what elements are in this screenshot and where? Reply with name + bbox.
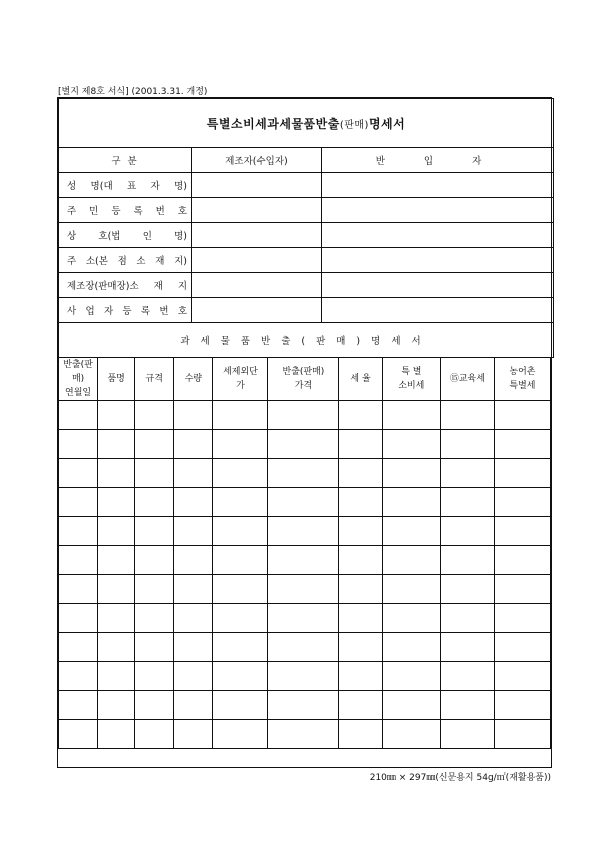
table-cell[interactable] xyxy=(268,691,339,720)
label-name: 성 명(대 표 자 명) xyxy=(59,173,192,198)
table-cell[interactable] xyxy=(59,604,98,633)
receiver-address-field[interactable] xyxy=(322,248,554,273)
table-cell[interactable] xyxy=(268,633,339,662)
table-cell[interactable] xyxy=(440,633,494,662)
table-cell[interactable] xyxy=(135,691,174,720)
manufacturer-company-field[interactable] xyxy=(192,223,322,248)
form-title-main: 특별소비세과세물품반출 xyxy=(206,116,340,131)
table-cell[interactable] xyxy=(213,604,268,633)
table-cell[interactable] xyxy=(268,604,339,633)
label-factory-location: 제조장(판매장)소 재 지 xyxy=(59,273,192,298)
form-title-end: 명세서 xyxy=(368,116,406,131)
table-cell[interactable] xyxy=(98,517,135,546)
table-cell[interactable] xyxy=(440,604,494,633)
table-cell[interactable] xyxy=(59,575,98,604)
table-cell[interactable] xyxy=(174,604,213,633)
table-cell[interactable] xyxy=(440,691,494,720)
table-cell[interactable] xyxy=(494,633,550,662)
column-header-line: 품명 xyxy=(107,374,125,384)
column-header-line: 세제외단 xyxy=(223,367,258,377)
table-cell[interactable] xyxy=(382,691,440,720)
table-cell[interactable] xyxy=(339,633,382,662)
table-cell[interactable] xyxy=(174,488,213,517)
table-cell[interactable] xyxy=(339,604,382,633)
table-cell[interactable] xyxy=(98,546,135,575)
table-cell[interactable] xyxy=(174,546,213,575)
table-cell[interactable] xyxy=(135,633,174,662)
table-cell[interactable] xyxy=(59,401,98,430)
column-header-line: 특 별 xyxy=(401,367,422,377)
column-header xyxy=(174,358,213,401)
table-cell[interactable] xyxy=(382,575,440,604)
table-cell[interactable] xyxy=(382,720,440,749)
column-header xyxy=(440,358,494,401)
column-header-line: 소비세 xyxy=(398,381,425,391)
section-title: 과세물품반출(판매)명세서 xyxy=(59,323,554,358)
table-cell[interactable] xyxy=(494,546,550,575)
table-cell[interactable] xyxy=(382,546,440,575)
manufacturer-business-number-field[interactable] xyxy=(192,298,322,323)
table-cell[interactable] xyxy=(268,662,339,691)
table-cell[interactable] xyxy=(135,517,174,546)
receiver-company-field[interactable] xyxy=(322,223,554,248)
table-cell[interactable] xyxy=(213,691,268,720)
table-cell[interactable] xyxy=(494,459,550,488)
header-manufacturer: 제조자(수입자) xyxy=(192,148,322,173)
detail-header-row xyxy=(59,358,551,401)
column-header xyxy=(382,358,440,401)
table-cell[interactable] xyxy=(213,662,268,691)
table-cell[interactable] xyxy=(135,401,174,430)
table-cell[interactable] xyxy=(268,720,339,749)
table-cell[interactable] xyxy=(213,401,268,430)
table-cell[interactable] xyxy=(59,633,98,662)
table-cell[interactable] xyxy=(213,488,268,517)
table-cell[interactable] xyxy=(213,546,268,575)
table-cell[interactable] xyxy=(135,459,174,488)
form-title-small: (판매) xyxy=(339,119,369,131)
table-cell[interactable] xyxy=(98,720,135,749)
table-cell[interactable] xyxy=(339,720,382,749)
table-cell[interactable] xyxy=(268,459,339,488)
table-cell[interactable] xyxy=(135,430,174,459)
receiver-name-field[interactable] xyxy=(322,173,554,198)
label-company-name: 상 호(법 인 명) xyxy=(59,223,192,248)
column-header-line: ⑮교육세 xyxy=(449,374,485,384)
table-cell[interactable] xyxy=(59,691,98,720)
table-cell[interactable] xyxy=(59,720,98,749)
table-cell[interactable] xyxy=(213,720,268,749)
form-caption: [별지 제8호 서식] (2001.3.31. 개정) xyxy=(58,87,208,97)
table-cell[interactable] xyxy=(440,401,494,430)
table-cell[interactable] xyxy=(440,430,494,459)
table-row xyxy=(59,662,551,691)
column-header-line: 수량 xyxy=(184,374,203,384)
table-cell[interactable] xyxy=(98,488,135,517)
table-cell[interactable] xyxy=(135,720,174,749)
table-cell[interactable] xyxy=(213,633,268,662)
receiver-factory-field[interactable] xyxy=(322,273,554,298)
table-cell[interactable] xyxy=(98,575,135,604)
column-header-line: 반출(판매) xyxy=(63,360,93,384)
table-cell[interactable] xyxy=(135,488,174,517)
table-cell[interactable] xyxy=(268,575,339,604)
table-cell[interactable] xyxy=(339,575,382,604)
table-cell[interactable] xyxy=(339,459,382,488)
table-cell[interactable] xyxy=(440,575,494,604)
table-cell[interactable] xyxy=(494,517,550,546)
table-cell[interactable] xyxy=(268,488,339,517)
column-header xyxy=(98,358,135,401)
table-cell[interactable] xyxy=(339,517,382,546)
table-cell[interactable] xyxy=(59,488,98,517)
table-cell[interactable] xyxy=(135,662,174,691)
column-header xyxy=(135,358,174,401)
table-cell[interactable] xyxy=(494,430,550,459)
manufacturer-name-field[interactable] xyxy=(192,173,322,198)
table-cell[interactable] xyxy=(494,401,550,430)
table-row xyxy=(59,401,551,430)
column-header-line: 세 율 xyxy=(350,374,371,384)
table-cell[interactable] xyxy=(494,488,550,517)
table-cell[interactable] xyxy=(59,546,98,575)
table-cell[interactable] xyxy=(174,633,213,662)
table-cell[interactable] xyxy=(339,430,382,459)
column-header xyxy=(339,358,382,401)
table-cell[interactable] xyxy=(213,575,268,604)
table-cell[interactable] xyxy=(382,488,440,517)
table-cell[interactable] xyxy=(339,546,382,575)
table-cell[interactable] xyxy=(382,604,440,633)
column-header-line: 연월일 xyxy=(65,388,92,398)
table-cell[interactable] xyxy=(382,430,440,459)
manufacturer-resident-number-field[interactable] xyxy=(192,198,322,223)
table-cell[interactable] xyxy=(268,401,339,430)
table-cell[interactable] xyxy=(174,662,213,691)
table-row xyxy=(59,517,551,546)
table-cell[interactable] xyxy=(339,488,382,517)
table-cell[interactable] xyxy=(440,720,494,749)
table-row xyxy=(59,575,551,604)
table-cell[interactable] xyxy=(494,720,550,749)
manufacturer-factory-field[interactable] xyxy=(192,273,322,298)
table-cell[interactable] xyxy=(382,662,440,691)
column-header-line: 농어촌 xyxy=(509,367,536,377)
table-cell[interactable] xyxy=(98,459,135,488)
table-cell[interactable] xyxy=(268,430,339,459)
table-cell[interactable] xyxy=(494,575,550,604)
column-header-line: 규격 xyxy=(145,374,163,384)
table-cell[interactable] xyxy=(174,691,213,720)
table-cell[interactable] xyxy=(59,459,98,488)
column-header xyxy=(268,358,339,401)
table-cell[interactable] xyxy=(268,517,339,546)
column-header-line: 가 xyxy=(236,381,245,391)
table-cell[interactable] xyxy=(59,517,98,546)
table-cell[interactable] xyxy=(382,633,440,662)
table-row xyxy=(59,633,551,662)
table-cell[interactable] xyxy=(339,401,382,430)
column-header xyxy=(494,358,550,401)
table-cell[interactable] xyxy=(268,546,339,575)
table-row xyxy=(59,459,551,488)
header-receiver: 반 입 자 xyxy=(322,148,554,173)
info-table xyxy=(58,98,554,358)
column-header-line: 반출(판매) xyxy=(282,367,325,377)
detail-table xyxy=(58,357,551,749)
table-cell[interactable] xyxy=(494,691,550,720)
receiver-resident-number-field[interactable] xyxy=(322,198,554,223)
label-business-number: 사 업 자 등 록 번 호 xyxy=(59,298,192,323)
column-header-line: 가격 xyxy=(294,381,313,391)
table-cell[interactable] xyxy=(59,430,98,459)
table-cell[interactable] xyxy=(174,401,213,430)
table-cell[interactable] xyxy=(440,662,494,691)
form-title xyxy=(59,99,554,148)
table-cell[interactable] xyxy=(174,459,213,488)
table-cell[interactable] xyxy=(98,430,135,459)
paper-spec: 210㎜ × 297㎜(신문용지 54g/㎡(재활용품)) xyxy=(369,773,551,783)
statement-form xyxy=(57,97,552,768)
table-cell[interactable] xyxy=(98,633,135,662)
table-cell[interactable] xyxy=(339,691,382,720)
table-cell[interactable] xyxy=(382,401,440,430)
table-cell[interactable] xyxy=(213,459,268,488)
column-header-line: 특별세 xyxy=(509,381,536,391)
table-cell[interactable] xyxy=(135,546,174,575)
table-cell[interactable] xyxy=(98,691,135,720)
table-cell[interactable] xyxy=(440,546,494,575)
table-cell[interactable] xyxy=(174,517,213,546)
table-cell[interactable] xyxy=(494,604,550,633)
table-row xyxy=(59,430,551,459)
table-cell[interactable] xyxy=(59,662,98,691)
table-cell[interactable] xyxy=(135,575,174,604)
table-cell[interactable] xyxy=(174,575,213,604)
table-cell[interactable] xyxy=(98,604,135,633)
table-row xyxy=(59,546,551,575)
table-cell[interactable] xyxy=(382,517,440,546)
table-cell[interactable] xyxy=(174,720,213,749)
table-row xyxy=(59,691,551,720)
table-row xyxy=(59,720,551,749)
label-resident-number: 주 민 등 록 번 호 xyxy=(59,198,192,223)
table-cell[interactable] xyxy=(213,517,268,546)
table-cell[interactable] xyxy=(98,662,135,691)
column-header xyxy=(59,358,98,401)
table-cell[interactable] xyxy=(98,401,135,430)
column-header xyxy=(213,358,268,401)
receiver-business-number-field[interactable] xyxy=(322,298,554,323)
table-cell[interactable] xyxy=(174,430,213,459)
table-cell[interactable] xyxy=(135,604,174,633)
table-row xyxy=(59,488,551,517)
table-cell[interactable] xyxy=(440,488,494,517)
table-cell[interactable] xyxy=(213,430,268,459)
table-cell[interactable] xyxy=(494,662,550,691)
header-category: 구 분 xyxy=(59,148,192,173)
table-cell[interactable] xyxy=(382,459,440,488)
table-cell[interactable] xyxy=(440,517,494,546)
label-address: 주 소(본 점 소 재 지) xyxy=(59,248,192,273)
table-cell[interactable] xyxy=(440,459,494,488)
table-cell[interactable] xyxy=(339,662,382,691)
manufacturer-address-field[interactable] xyxy=(192,248,322,273)
table-row xyxy=(59,604,551,633)
